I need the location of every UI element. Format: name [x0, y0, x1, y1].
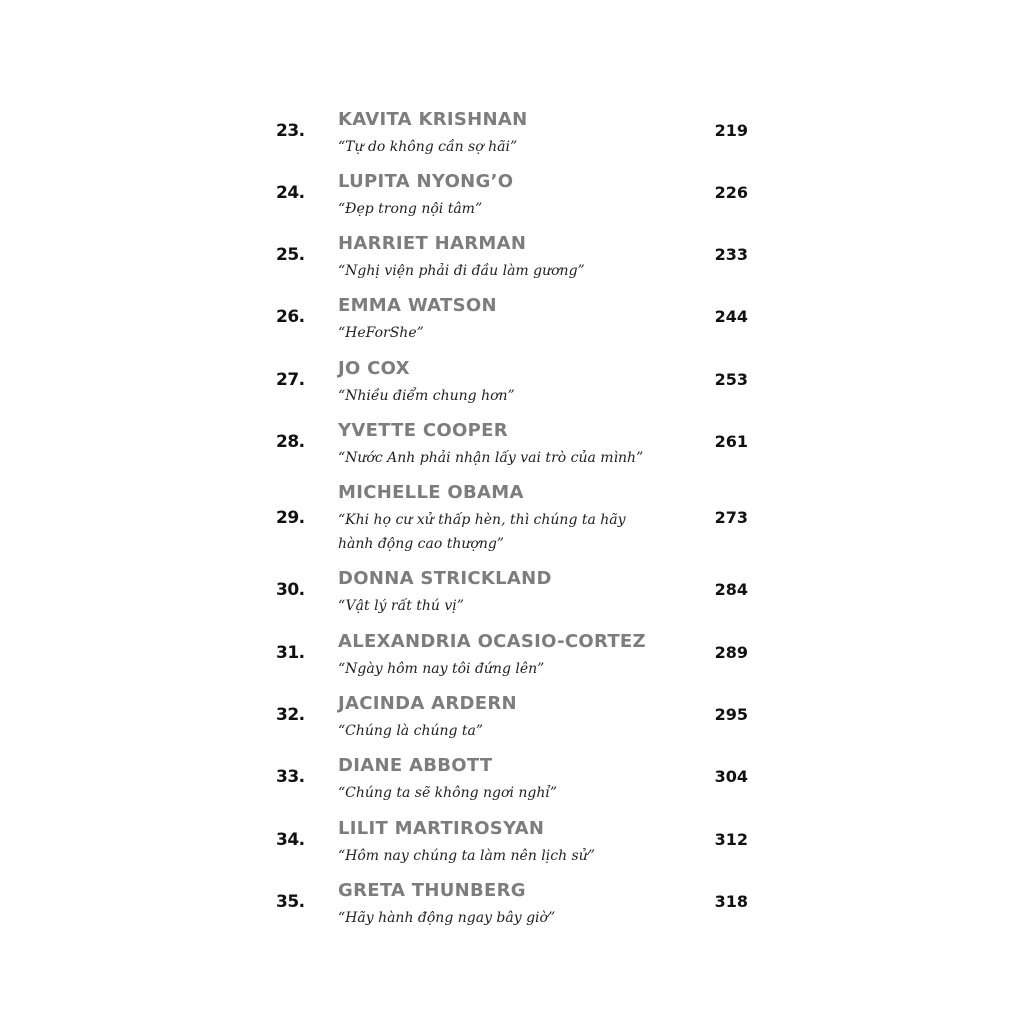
entry-quote: “HeForShe” — [338, 325, 424, 341]
entry-number: 34. — [276, 830, 305, 850]
entry-number: 30. — [276, 580, 305, 600]
entry-number: 28. — [276, 432, 305, 452]
entry-name: JO COX — [338, 358, 410, 379]
entry-number: 33. — [276, 767, 305, 787]
toc-entry — [270, 693, 760, 743]
entry-name: LUPITA NYONG’O — [338, 171, 514, 192]
entry-page: 312 — [714, 830, 748, 849]
entry-quote: “Hãy hành động ngay bây giờ” — [338, 910, 556, 926]
entry-page: 273 — [714, 508, 748, 527]
entry-name: EMMA WATSON — [338, 295, 497, 316]
entry-name: DONNA STRICKLAND — [338, 568, 552, 589]
toc-entry — [270, 482, 760, 556]
toc-entry — [270, 755, 760, 805]
entry-quote: “Ngày hôm nay tôi đứng lên” — [338, 661, 545, 677]
entry-number: 31. — [276, 643, 305, 663]
entry-name: ALEXANDRIA OCASIO-CORTEZ — [338, 631, 646, 652]
entry-name: HARRIET HARMAN — [338, 233, 527, 254]
entry-page: 233 — [714, 245, 748, 264]
toc-entry — [270, 171, 760, 221]
entry-number: 29. — [276, 508, 305, 528]
toc-entry — [270, 295, 760, 345]
toc-entry — [270, 109, 760, 159]
toc-entry — [270, 233, 760, 283]
entry-page: 289 — [714, 643, 748, 662]
toc-entry — [270, 420, 760, 470]
entry-page: 318 — [714, 892, 748, 911]
toc-entry — [270, 358, 760, 408]
toc-entry — [270, 818, 760, 868]
entry-page: 304 — [714, 767, 748, 786]
entry-page: 261 — [714, 432, 748, 451]
entry-number: 26. — [276, 307, 305, 327]
entry-number: 24. — [276, 183, 305, 203]
entry-number: 35. — [276, 892, 305, 912]
entry-quote: “Nhiều điểm chung hơn” — [338, 388, 515, 404]
entry-quote: “Tự do không cần sợ hãi” — [338, 139, 518, 155]
toc-entry — [270, 568, 760, 618]
entry-page: 219 — [714, 121, 748, 140]
entry-name: MICHELLE OBAMA — [338, 482, 524, 503]
entry-name: LILIT MARTIROSYAN — [338, 818, 545, 839]
entry-name: KAVITA KRISHNAN — [338, 109, 528, 130]
entry-number: 25. — [276, 245, 305, 265]
toc-entry — [270, 631, 760, 681]
toc-entry — [270, 880, 760, 930]
entry-quote: “Nghị viện phải đi đầu làm gương” — [338, 263, 585, 279]
entry-name: GRETA THUNBERG — [338, 880, 526, 901]
entry-name: DIANE ABBOTT — [338, 755, 493, 776]
entry-page: 253 — [714, 370, 748, 389]
entry-page: 226 — [714, 183, 748, 202]
entry-number: 23. — [276, 121, 305, 141]
entry-quote: “Chúng ta sẽ không ngơi nghỉ” — [338, 785, 557, 801]
entry-quote: “Vật lý rất thú vị” — [338, 598, 464, 614]
entry-page: 284 — [714, 580, 748, 599]
entry-quote: “Đẹp trong nội tâm” — [338, 201, 483, 217]
entry-name: YVETTE COOPER — [338, 420, 508, 441]
entry-quote: “Hôm nay chúng ta làm nên lịch sử” — [338, 848, 595, 864]
entry-number: 32. — [276, 705, 305, 725]
entry-number: 27. — [276, 370, 305, 390]
entry-quote: “Chúng là chúng ta” — [338, 723, 484, 739]
entry-name: JACINDA ARDERN — [338, 693, 517, 714]
entry-quote: “Khi họ cư xử thấp hèn, thì chúng ta hãy hành động cao thượng” — [338, 512, 626, 552]
entry-page: 244 — [714, 307, 748, 326]
entry-quote: “Nước Anh phải nhận lấy vai trò của mình” — [338, 450, 644, 466]
entry-page: 295 — [714, 705, 748, 724]
